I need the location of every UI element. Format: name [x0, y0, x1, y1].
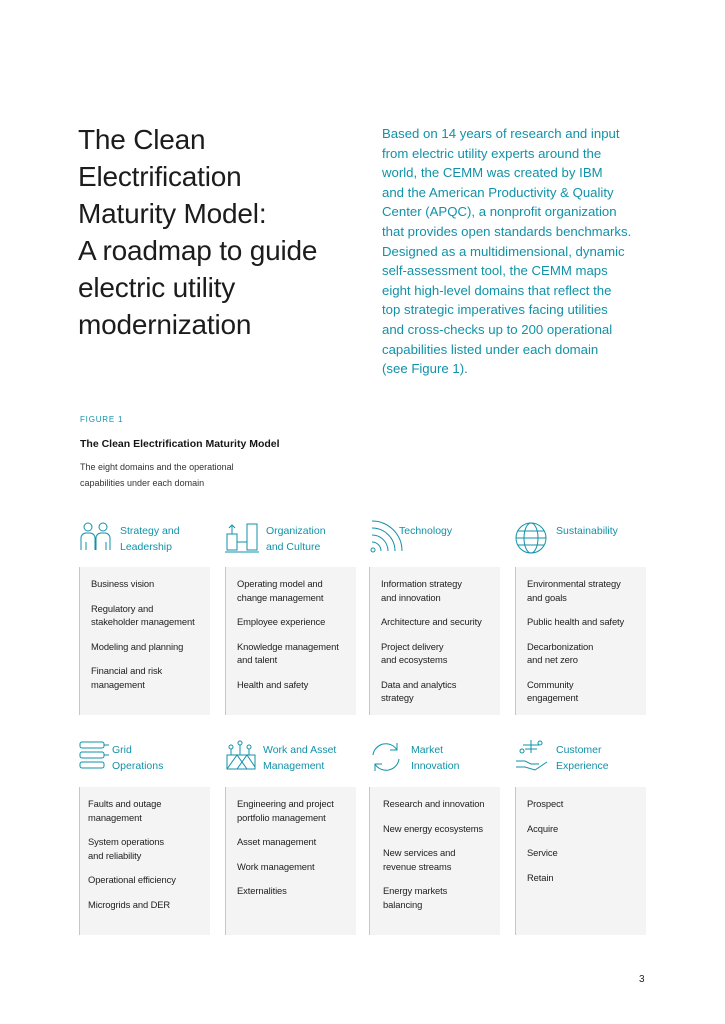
domain-title: Sustainability [556, 525, 618, 537]
capabilities-box [515, 787, 646, 935]
capability-item: Engineering and project portfolio management [237, 798, 334, 823]
capability-item: Project delivery and ecosystems [381, 640, 448, 665]
domain-title: Market Innovation [411, 744, 460, 772]
domain-title: Organization and Culture [266, 525, 326, 553]
capability-item: New energy ecosystems [383, 822, 484, 834]
capability-item: Decarbonization and net zero [527, 640, 594, 665]
capability-item: Information strategy and innovation [381, 578, 462, 603]
capability-item: Financial and risk management [91, 665, 163, 690]
domain-organization-and-culture [225, 520, 356, 690]
domain-customer-experience [515, 739, 646, 883]
capability-item: Research and innovation [383, 798, 485, 809]
capability-item: System operations and reliability [88, 836, 164, 861]
domain-title: Technology [399, 525, 453, 537]
capability-item: Modeling and planning [91, 640, 184, 652]
capability-item: New services and revenue streams [383, 847, 456, 872]
capability-item: Energy markets balancing [383, 885, 448, 910]
domain-sustainability [515, 520, 646, 703]
cycle-arrows-icon [369, 739, 405, 775]
domain-work-and-asset-management [225, 739, 356, 896]
capability-item: Data and analytics strategy [381, 678, 457, 703]
capability-item: Retain [527, 871, 554, 883]
capability-item: Employee experience [237, 616, 326, 627]
page-title: The Clean Electrification Maturity Model: A roadmap to guide electric utility modernization [78, 124, 318, 340]
domain-title: Strategy and Leadership [120, 525, 180, 553]
capabilities-box [369, 567, 500, 715]
capability-item: Business vision [91, 578, 155, 589]
domain-title: Grid Operations [112, 744, 164, 772]
figure-subtitle: The eight domains and the operational capabilities under each domain [80, 462, 234, 488]
asset-network-icon [225, 739, 261, 775]
domain-market-innovation [369, 739, 500, 910]
capability-item: Health and safety [237, 678, 309, 690]
domain-title: Work and Asset Management [263, 744, 337, 772]
intro-paragraph: Based on 14 years of research and input from electric utility experts around the world, the CEMM was created by IBM and the American Productivity & Quality Center (APQC), a nonprofit organization that provides open standards benchmarks. Designed as a multidimensional, dynamic self-assessment tool, the CEMM maps eight high-level domains that reflect the top strategic imperatives facing utilities and cross-checks up to 200 operational capabilities listed under each domain (see Figure 1). [382, 126, 632, 377]
capability-item: Work management [237, 860, 315, 872]
people-icon [79, 520, 115, 556]
capabilities-box [79, 567, 210, 715]
capabilities-box [515, 567, 646, 715]
capability-item: Public health and safety [527, 616, 625, 627]
org-chart-icon [225, 520, 261, 556]
capability-item: Environmental strategy and goals [527, 578, 621, 603]
domain-technology [369, 520, 500, 703]
capabilities-box [79, 787, 210, 935]
capabilities-box [225, 567, 356, 715]
domain-strategy-and-leadership [79, 520, 210, 690]
capability-item: Acquire [527, 822, 559, 834]
capability-item: Architecture and security [381, 616, 482, 627]
capability-item: Knowledge management and talent [237, 640, 339, 665]
capability-item: Service [527, 847, 558, 858]
capability-item: Asset management [237, 836, 317, 847]
domain-title: Customer Experience [556, 744, 609, 772]
capability-item: Microgrids and DER [88, 898, 171, 910]
capability-item: Regulatory and stakeholder management [91, 602, 195, 627]
domain-grid-operations [79, 739, 210, 910]
page-number: 3 [639, 974, 645, 985]
figure-label: FIGURE 1 [80, 415, 124, 424]
capability-item: Externalities [237, 885, 287, 896]
grid-stack-icon [79, 739, 115, 775]
capabilities-box [369, 787, 500, 935]
globe-icon [515, 520, 551, 556]
hand-service-icon [515, 739, 551, 775]
figure-title: The Clean Electrification Maturity Model [80, 438, 280, 450]
capabilities-box [225, 787, 356, 935]
capability-item: Operating model and change management [237, 578, 324, 603]
capability-item: Community engagement [527, 678, 579, 703]
capability-item: Faults and outage management [88, 798, 162, 823]
capability-item: Operational efficiency [88, 874, 176, 885]
capability-item: Prospect [527, 798, 564, 809]
